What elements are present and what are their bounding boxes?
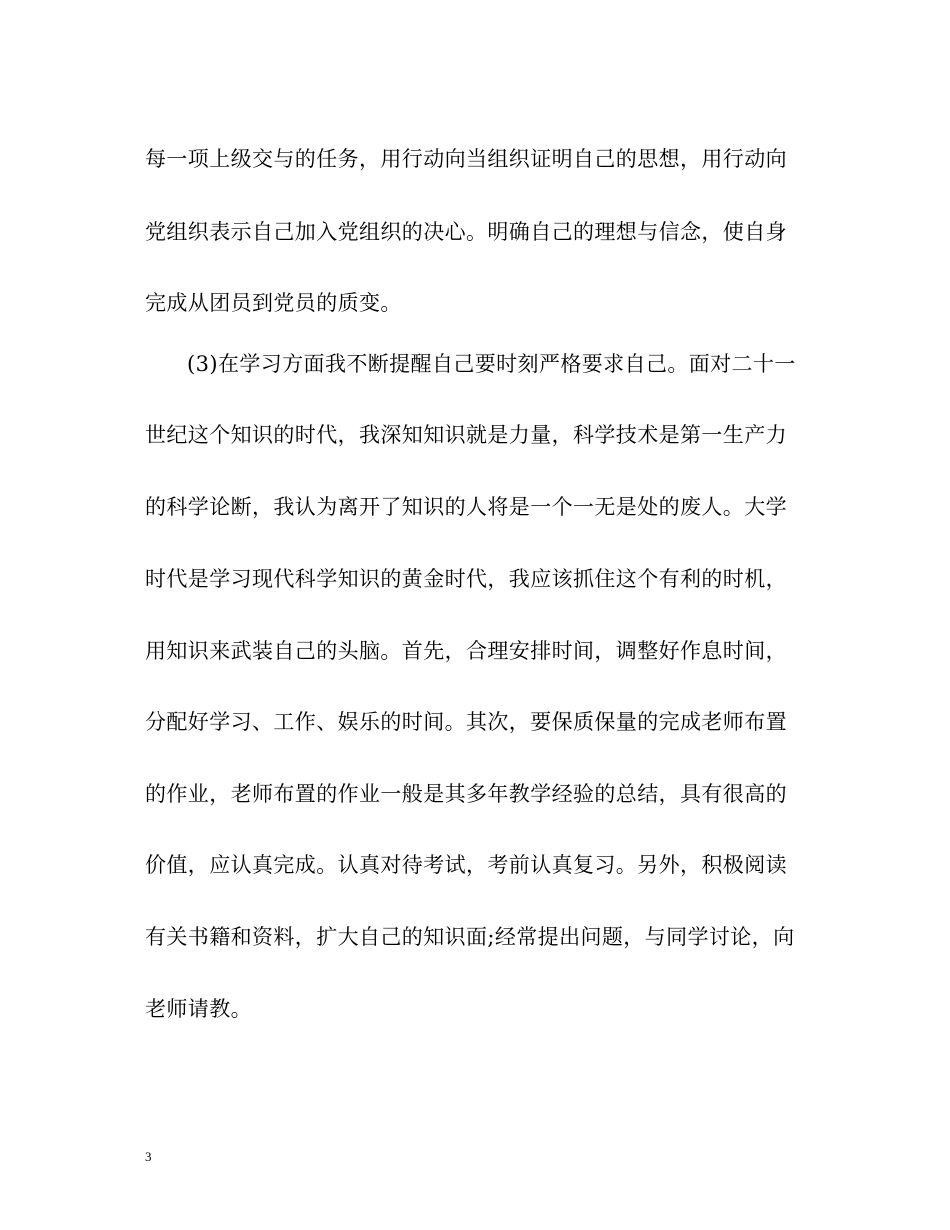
- text-line-9: 分配好学习、工作、娱乐的时间。其次，要保质保量的完成老师布置: [145, 710, 787, 734]
- paragraph-start-line: (3)在学习方面我不断提醒自己要时刻严格要求自己。面对二十一: [187, 352, 796, 376]
- text-line-12: 有关书籍和资料，扩大自己的知识面;经常提出问题，与同学讨论，向: [145, 925, 795, 949]
- text-line-5: 世纪这个知识的时代，我深知知识就是力量，科学技术是第一生产力: [145, 423, 787, 447]
- text-line-10: 的作业，老师布置的作业一般是其多年教学经验的总结，具有很高的: [145, 782, 787, 806]
- text-line-13: 老师请教。: [145, 997, 252, 1021]
- text-line-1: 每一项上级交与的任务，用行动向当组织证明自己的思想，用行动向: [145, 147, 787, 171]
- text-line-7: 时代是学习现代科学知识的黄金时代，我应该抓住这个有利的时机，: [145, 567, 787, 591]
- text-line-2: 党组织表示自己加入党组织的决心。明确自己的理想与信念，使自身: [145, 220, 787, 244]
- text-line-11: 价值，应认真完成。认真对待考试，考前认真复习。另外，积极阅读: [145, 853, 787, 877]
- page-number: 3: [145, 1149, 152, 1164]
- text-line-3: 完成从团员到党员的质变。: [145, 291, 402, 315]
- text-line-8: 用知识来武装自己的头脑。首先，合理安排时间，调整好作息时间，: [145, 639, 787, 663]
- text-line-6: 的科学论断，我认为离开了知识的人将是一个一无是处的废人。大学: [145, 495, 787, 519]
